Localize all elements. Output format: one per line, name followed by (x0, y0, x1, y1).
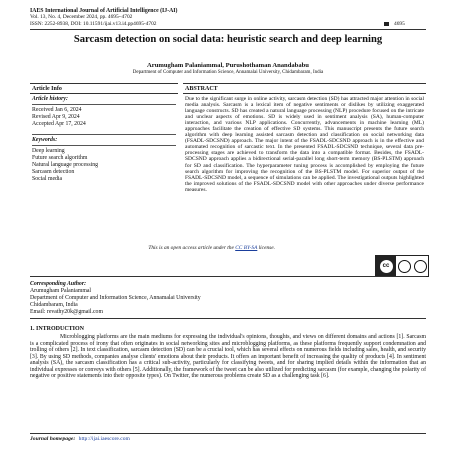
author-department: Department of Computer and Information Science, Annamalai University (30, 294, 201, 301)
footer-divider (30, 433, 426, 434)
keyword-item: Natural language processing (32, 162, 98, 168)
homepage-link[interactable]: http://ijai.iaescore.com (78, 436, 130, 442)
author-list: Arumugham Palaniammal, Purushothaman Anandababu (147, 62, 309, 69)
author-location: Chidambaram, India (30, 301, 78, 308)
cc-logo-text: cc (380, 260, 393, 273)
license-link[interactable]: CC BY-SA (235, 245, 258, 251)
introduction-heading: 1. INTRODUCTION (30, 326, 85, 332)
keywords-top-divider (32, 134, 176, 135)
abstract-heading: ABSTRACT (183, 83, 426, 94)
history-divider (32, 104, 176, 105)
revised-date: Revised Apr 9, 2024 (32, 114, 80, 120)
volume-line: Vol. 13, No. 4, December 2024, pp. 4695~4702 (30, 14, 133, 21)
attribution-circle (398, 260, 411, 273)
keyword-item: Sarcasm detection (32, 169, 75, 175)
page-footer (30, 436, 130, 442)
square-bullet-icon (384, 22, 389, 26)
keyword-item: Social media (32, 176, 63, 182)
header-divider (30, 29, 426, 30)
article-info-heading: Article Info (30, 83, 178, 94)
share-alike-circle (414, 260, 427, 273)
issn-line: ISSN: 2252-8938, DOI: 10.11591/ijai.v13.i4.pp4695-4702 (30, 20, 157, 27)
keyword-item: Deep learning (32, 148, 65, 154)
received-date: Received Jan 6, 2024 (32, 107, 82, 113)
history-list (32, 107, 176, 128)
corresponding-divider (30, 318, 426, 319)
license-statement (105, 245, 275, 251)
author-email: Email: revathy20k@gmail.com (30, 308, 103, 315)
cc-logo-icon (376, 256, 396, 276)
keywords-list (32, 148, 176, 183)
abstract-column (183, 83, 426, 193)
accepted-date: Accepted Apr 17, 2024 (32, 121, 86, 127)
page-number: 4695 (394, 21, 405, 27)
affiliation: Department of Computer and Information Science, Annamalai University, Chidambaram, India (132, 70, 324, 75)
header-page-info (384, 21, 405, 27)
keyword-item: Future search algorithm (32, 155, 88, 161)
keywords-heading: Keywords: (32, 137, 58, 143)
history-heading: Article history: (32, 96, 68, 102)
license-suffix: license. (257, 245, 275, 251)
license-prefix: This is an open access article under the (148, 245, 236, 251)
attribution-icon (396, 256, 412, 276)
keywords-divider (32, 145, 176, 146)
article-info-column (30, 83, 178, 183)
abstract-text: Due to the significant surge in online activity, sarcasm detection (SD) has attracted major attention in social media analysis. Sarcasm is a lexical item of negative sentiments or dislikes by utilizing exaggerated language constructs. SD has created a natural language processing (NLP) procedure focused on the intricate and unclear aspects of emotions. SD is widely used in sentiment analysis (SA), human-computer interaction, and various NLP applications. Concurrently, advancements in machine learning (ML) approaches facilitate the creation of effective SD systems. This manuscript presents the future search algorithm with deep learning assisted sarcasm detection and classification on social networking data (FSADL-SDCSND) approach. The major intent of the FSADL-SDCSND approach is in the effective and automated recognition of sarcastic text. In the presented FSADL-SDCSND technique, several data pre-processing stages are achieved to transform the data into a compatible format. Besides, the FSADL-SDCSND approach applies a bidirectional serial-parallel long short-term memory (BS-PLSTM) approach for SD and classification. The hyperparameter tuning process is accomplished by employing the future search algorithm for improving the recognition of the BS-PLSTM model. For superior output of the FSADL-SDCSND model, a sequence of simulations can be applied. The investigational outputs highlighted the improved solutions of the FSADL-SDCSND model with other approaches under diverse performance measures. (185, 96, 424, 193)
homepage-label: Journal homepage: (30, 436, 76, 442)
journal-name: IAES International Journal of Artificial Intelligence (IJ-AI) (30, 8, 178, 14)
cc-license-badge[interactable] (375, 255, 429, 277)
info-divider (30, 276, 426, 277)
introduction-text: Microblogging platforms are the main mediums for expressing the individual's opinions, thoughts, and views on different domains and actions [1]. Sarcasm is a complicated process of irony that often originates in social networking sites and microblogging platforms, as these platforms frequently support condemnation and trolling of others [2]. In text classification, sarcasm detection (SD) can be a crucial tool, which has several effects on numerous fields including sales, health, and security [3]. By using SD methods, companies analyse clients' emotions about their products. It offers an important benefit of increasing the quality of products [4]. In sentiment analysis (SA), the sarcasm classification has a critical sub-activity, particularly for classifying tweets, and for sharing implied details within the information that an individual expresses or conveys with others [5]. Additionally, the framework of the tweet can be also utilized for predicting sarcasm (for example, changing the polarity of negative or positive statements into their opposite types). On Twitter, the numerous problems create SD as a challenging task [6]. (30, 334, 426, 380)
article-info-section (30, 83, 426, 281)
corresponding-heading: Corresponding Author: (30, 281, 87, 287)
journal-header (30, 8, 430, 27)
share-alike-icon (412, 256, 428, 276)
author-name: Arumugham Palaniammal (30, 287, 92, 294)
corresponding-author (30, 281, 426, 316)
paper-title: Sarcasm detection on social data: heuristic search and deep learning (73, 34, 383, 45)
